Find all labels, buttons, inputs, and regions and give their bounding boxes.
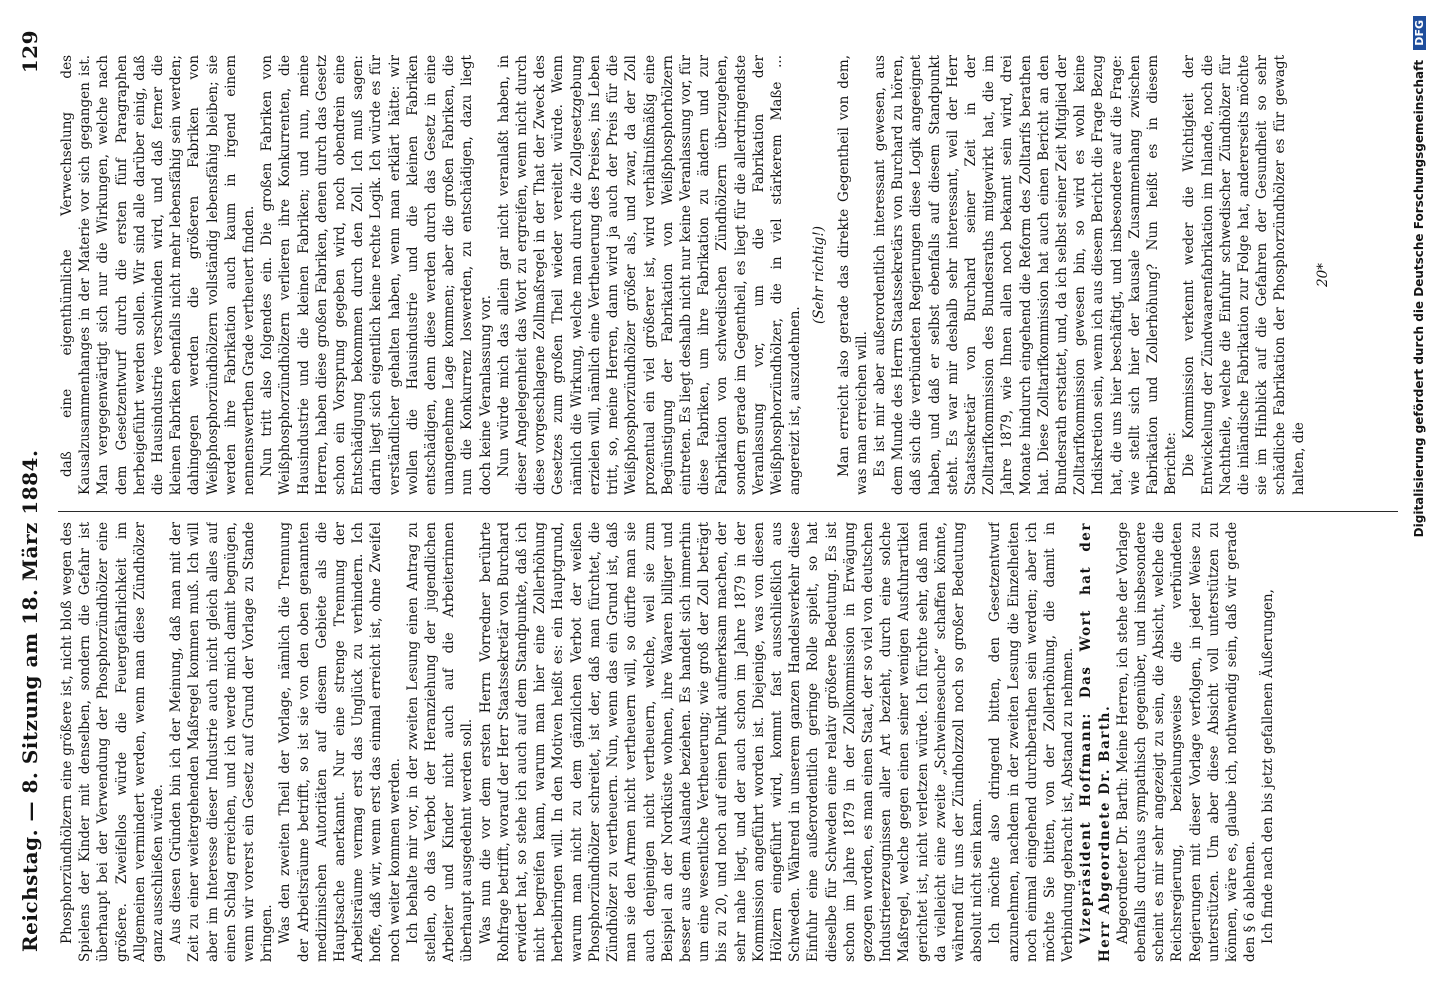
funder-text: Digitalisierung gefördert durch die Deutsche Forschungsgemeinschaft (1412, 59, 1426, 538)
column-divider (58, 511, 1398, 512)
page-signature: 20* (1314, 263, 1331, 287)
left-paragraph-2: Aus diesen Gründen bin ich der Meinung, daß man mit der Zeit zu einer weitergehenden Maßregel kommen muß. Ich will aber im Interesse dieser Industrie auch nicht gleich alles auf einen Schlag erreichen, und ich werde mich damit begnügen, wenn wir vorerst ein Gesetz auf Grund der Vorlage zu Stande bringen. (168, 522, 276, 962)
right-paragraph-1: daß eine eigenthümliche Verwechselung des Kausalzusammenhanges in der Materie vor sich gegangen ist. Man vergegenwärtigt sich nur die Wirkungen, welche nach dem Gesetzentwurf durch die ersten fünf Paragraphen herbeigeführt werden sollen. Wir sind alle darüber einig, daß die Hausindustrie verschwinden wird, und daß ferner die kleinen Fabriken ebenfalls nicht mehr lebensfähig sein werden; dahingegen werden die größeren Fabriken von Weißphosphorzündhölzern vollständig lebensfähig bleiben; sie werden ihre Fabrikation auch kaum in irgend einem nennenswerthen Grade vertheuert finden. (59, 55, 258, 495)
right-paragraph-2: Nun tritt also folgendes ein. Die großen Fabriken von Weißphosphorzündhölzern verlieren ihre Konkurrenten, die Hausindustrie und die kleinen Fabriken; und nun, meine Herren, haben diese großen Fabriken, denen durch das Gesetz schon ein Vorsprung gegeben wird, noch obendrein eine Entschädigung bekommen durch den Zoll. Ich muß sagen: darin liegt sich eigentlich keine rechte Logik. Ich würde es für verständlicher gehalten haben, wenn man erklärt hätte: wir wollen die Hausindustrie und die kleinen Fabriken entschädigen, denn diese werden durch das Gesetz in eine unangenehme Lage kommen; aber die großen Fabriken, die nun die Konkurrenz loswerden, zu entschädigen, dazu liegt doch keine Veranlassung vor. (259, 55, 494, 495)
page-header (12, 30, 48, 960)
left-paragraph-1: Phosphorzündhölzern eine größere ist, nicht bloß wegen des Spielens der Kinder mit denselben, sondern die Gefahr ist überhaupt bei der Verwendung der Phosphorzündhölzer eine größere. Zweifellos würde die Feuergefährlichkeit im Allgemeinen vermindert werden, wenn man diese Zündhölzer ganz ausschließen würde. (59, 522, 167, 962)
left-paragraph-6: Ich möchte also dringend bitten, den Gesetzentwurf anzunehmen, nachdem in der zweiten Lesung die Einzelheiten noch einmal eingehend durchberathen sein werden; aber ich möchte Sie bitten, von der Zollerhöhung, die damit in Verbindung gebracht ist, Abstand zu nehmen. (987, 522, 1077, 962)
header-title: Reichstag. — 8. Sitzung am 18. März 1884. (18, 449, 42, 952)
right-paragraph-3: Nun würde mich das allein gar nicht veranlaßt haben, in dieser Angelegenheit das Wort zu ergreifen, wenn nicht durch diese vorgeschlagene Zollmaßregel in der That der Zweck des Gesetzes zum großen Theil wieder vereitelt würde. Wenn nämlich die Wirkung, welche man durch die Zollgesetzgebung erzielen will, nämlich eine Vertheuerung des Preises, ins Leben tritt, so, meine Herren, dann wird ja auch der Preis für die Weißphosphorzündhölzer größer als, und zwar, da der Zoll prozentual ein viel größerer ist, wird verhältnißmäßig eine Begünstigung der Fabrikation von Weißphosphorhölzern eintreten. Es liegt deshalb nicht nur keine Veranlassung vor, für diese Fabriken, um ihre Fabrikation zu ändern und zur Fabrikation von schwedischen Zündhölzern überzugehen, sondern gerade im Gegentheil, es liegt für die allerdringendste Veranlassung vor, um die Fabrikation der Weißphosphorzündhölzer, die in viel stärkerem Maße ... angereizt ist, auszudehnen. (495, 55, 804, 495)
right-paragraph-6: Die Kommission verkennt weder die Wichtigkeit der Entwickelung der Zündwaarenfabrikation im Inlande, noch die Nachtheile, welche die Einfuhr schwedischer Zündhölzer für die inländische Fabrikation zur Folge hat, andererseits möchte sie im Hinblick auf die Gefahren der Gesundheit so sehr schädliche Fabrikation der Phosphorzündhölzer es für gewagt halten, die (1181, 55, 1307, 495)
interjection: (Sehr richtig!) (811, 225, 828, 325)
funder-note (1412, 0, 1430, 1000)
speech-paragraph: Abgeordneter Dr. Barth: Meine Herren, ich stehe der Vorlage ebenfalls durchaus sympathisch gegenüber, und insbesondere scheint es mir sehr angezeigt zu sein, die Absicht, welche die Reichsregierung, beziehungsweise die verbündeten Regierungen mit dieser Vorlage verfolgen, in jeder Weise zu unterstützen. Um aber diese Absicht voll unterstützen zu können, wäre es, glaube ich, nothwendig sein, daß wir gerade den § 6 ablehnen. (1114, 522, 1259, 962)
left-paragraph-4: Ich behalte mir vor, in der zweiten Lesung einen Antrag zu stellen, ob das Verbot der Heranziehung der jugendlichen Arbeiter und Kinder nicht auch auf die Arbeiterinnen überhaupt ausgedehnt werden soll. (404, 522, 476, 962)
right-paragraph-5: Es ist mir aber außerordentlich interessant gewesen, aus dem Munde des Herrn Staatssekretärs von Burchard zu hören, daß sich die verbündeten Regierungen diese Logik angeeignet haben, und daß er selbst ebenfalls auf diesem Standpunkt steht. Es war mir deshalb sehr interessant, weil der Herr Staatssekretär von Burchard seiner Zeit in der Zolltarifkommission des Bundesraths mitgewirkt hat, die im Jahre 1879, wie Ihnen allen noch bekannt sein wird, drei Monate hindurch eingehend die Reform des Zolltarifs berathen hat. Diese Zolltarifkommission hat auch einen Bericht an den Bundesrath erstattet, und, da ich selbst seiner Zeit Mitglied der Zolltarifkommission gewesen bin, so wird es wohl keine Indiskretion sein, wenn ich aus diesem Bericht die Frage Bezug hat, die uns hier beschäftigt, und insbesondere auf die Frage: wie stellt sich hier der kausale Zusammenhang zwischen Fabrikation und Zollerhöhung? Nun heißt es in diesem Berichte: (871, 55, 1180, 495)
left-column (58, 522, 1403, 962)
page-number: 129 (18, 30, 42, 74)
left-paragraph-5: Was nun die vor dem ersten Herrn Vorredner berührte Rohfrage betrifft, worauf der Herr Staatssekretär von Burchard erwidert hat, so stehe ich auch auf dem Standpunkte, daß ich nicht begreifen kann, warum man hier eine Zollerhöhung herbeibringen will. In den Motiven heißt es: ein Hauptgrund, warum man nicht zu dem gänzlichen Verbot der weißen Phosphorzündhölzer schreitet, ist der, daß man fürchtet, die Zündhölzer zu vertheuern. Nun, wenn das ein Grund ist, daß man sie den Armen nicht vertheuern will, so dürfte man sie auch denjenigen nicht vertheuern, welche, weil sie zum Beispiel an der Nordküste wohnen, ihre Waaren billiger und besser aus dem Auslande beziehen. Es handelt sich immerhin um eine wesentliche Vertheuerung; wie groß der Zoll beträgt bis zu 20, und noch auf einen Punkt aufmerksam machen, der sehr nahe liegt, und der auch schon im Jahre 1879 in der Kommission angeführt worden ist. Diejenige, was von diesen Hölzern eingeführt wird, kommt fast ausschließlich aus Schweden. Während in unserem ganzen Handelsverkehr diese Einfuhr eine außerordentlich geringe Rolle spielt, so hat dieselbe für Schweden eine relativ größere Bedeutung. Es ist schon im Jahre 1879 in der Zollkommission in Erwägung gezogen worden, es man einen Staat, der so viel von deutschen Industrieerzeugnissen aller Art bezieht, durch eine solche Maßregel, welche gegen einen seiner wenigen Ausfuhrartikel gerichtet ist, nicht verletzen würde. Ich fürchte sehr, daß man da vielleicht eine zweite „Schweineseuche“ schaffen könnte, während für uns der Zündholzzoll noch so großer Bedeutung absolut nicht sein kann. (477, 522, 986, 962)
speech-end-paragraph: Ich finde nach den bis jetzt gefallenen Äußerungen, (1260, 589, 1277, 944)
left-paragraph-3: Was den zweiten Theil der Vorlage, nämlich die Trennung der Arbeitsräume betrifft, so ist sie von den oben genannten medizinischen Autoritäten auf diesem Gebiete als die Hauptsache anerkannt. Nur eine strenge Trennung der Arbeitsräume vermag erst das Unglück zu verhindern. Ich hoffe, daß wir, wenn erst das einmal erreicht ist, ohne Zweifel noch weiter kommen werden. (277, 522, 403, 962)
right-column (58, 55, 1403, 495)
dfg-logo: DFG (1413, 16, 1426, 50)
right-paragraph-4: Man erreicht also gerade das direkte Gegentheil von dem, was man erreichen will. (835, 55, 870, 495)
speaker-intro: Vizepräsident Hoffmann: Das Wort hat der Herr Abgeordnete Dr. Barth. (1078, 522, 1113, 962)
